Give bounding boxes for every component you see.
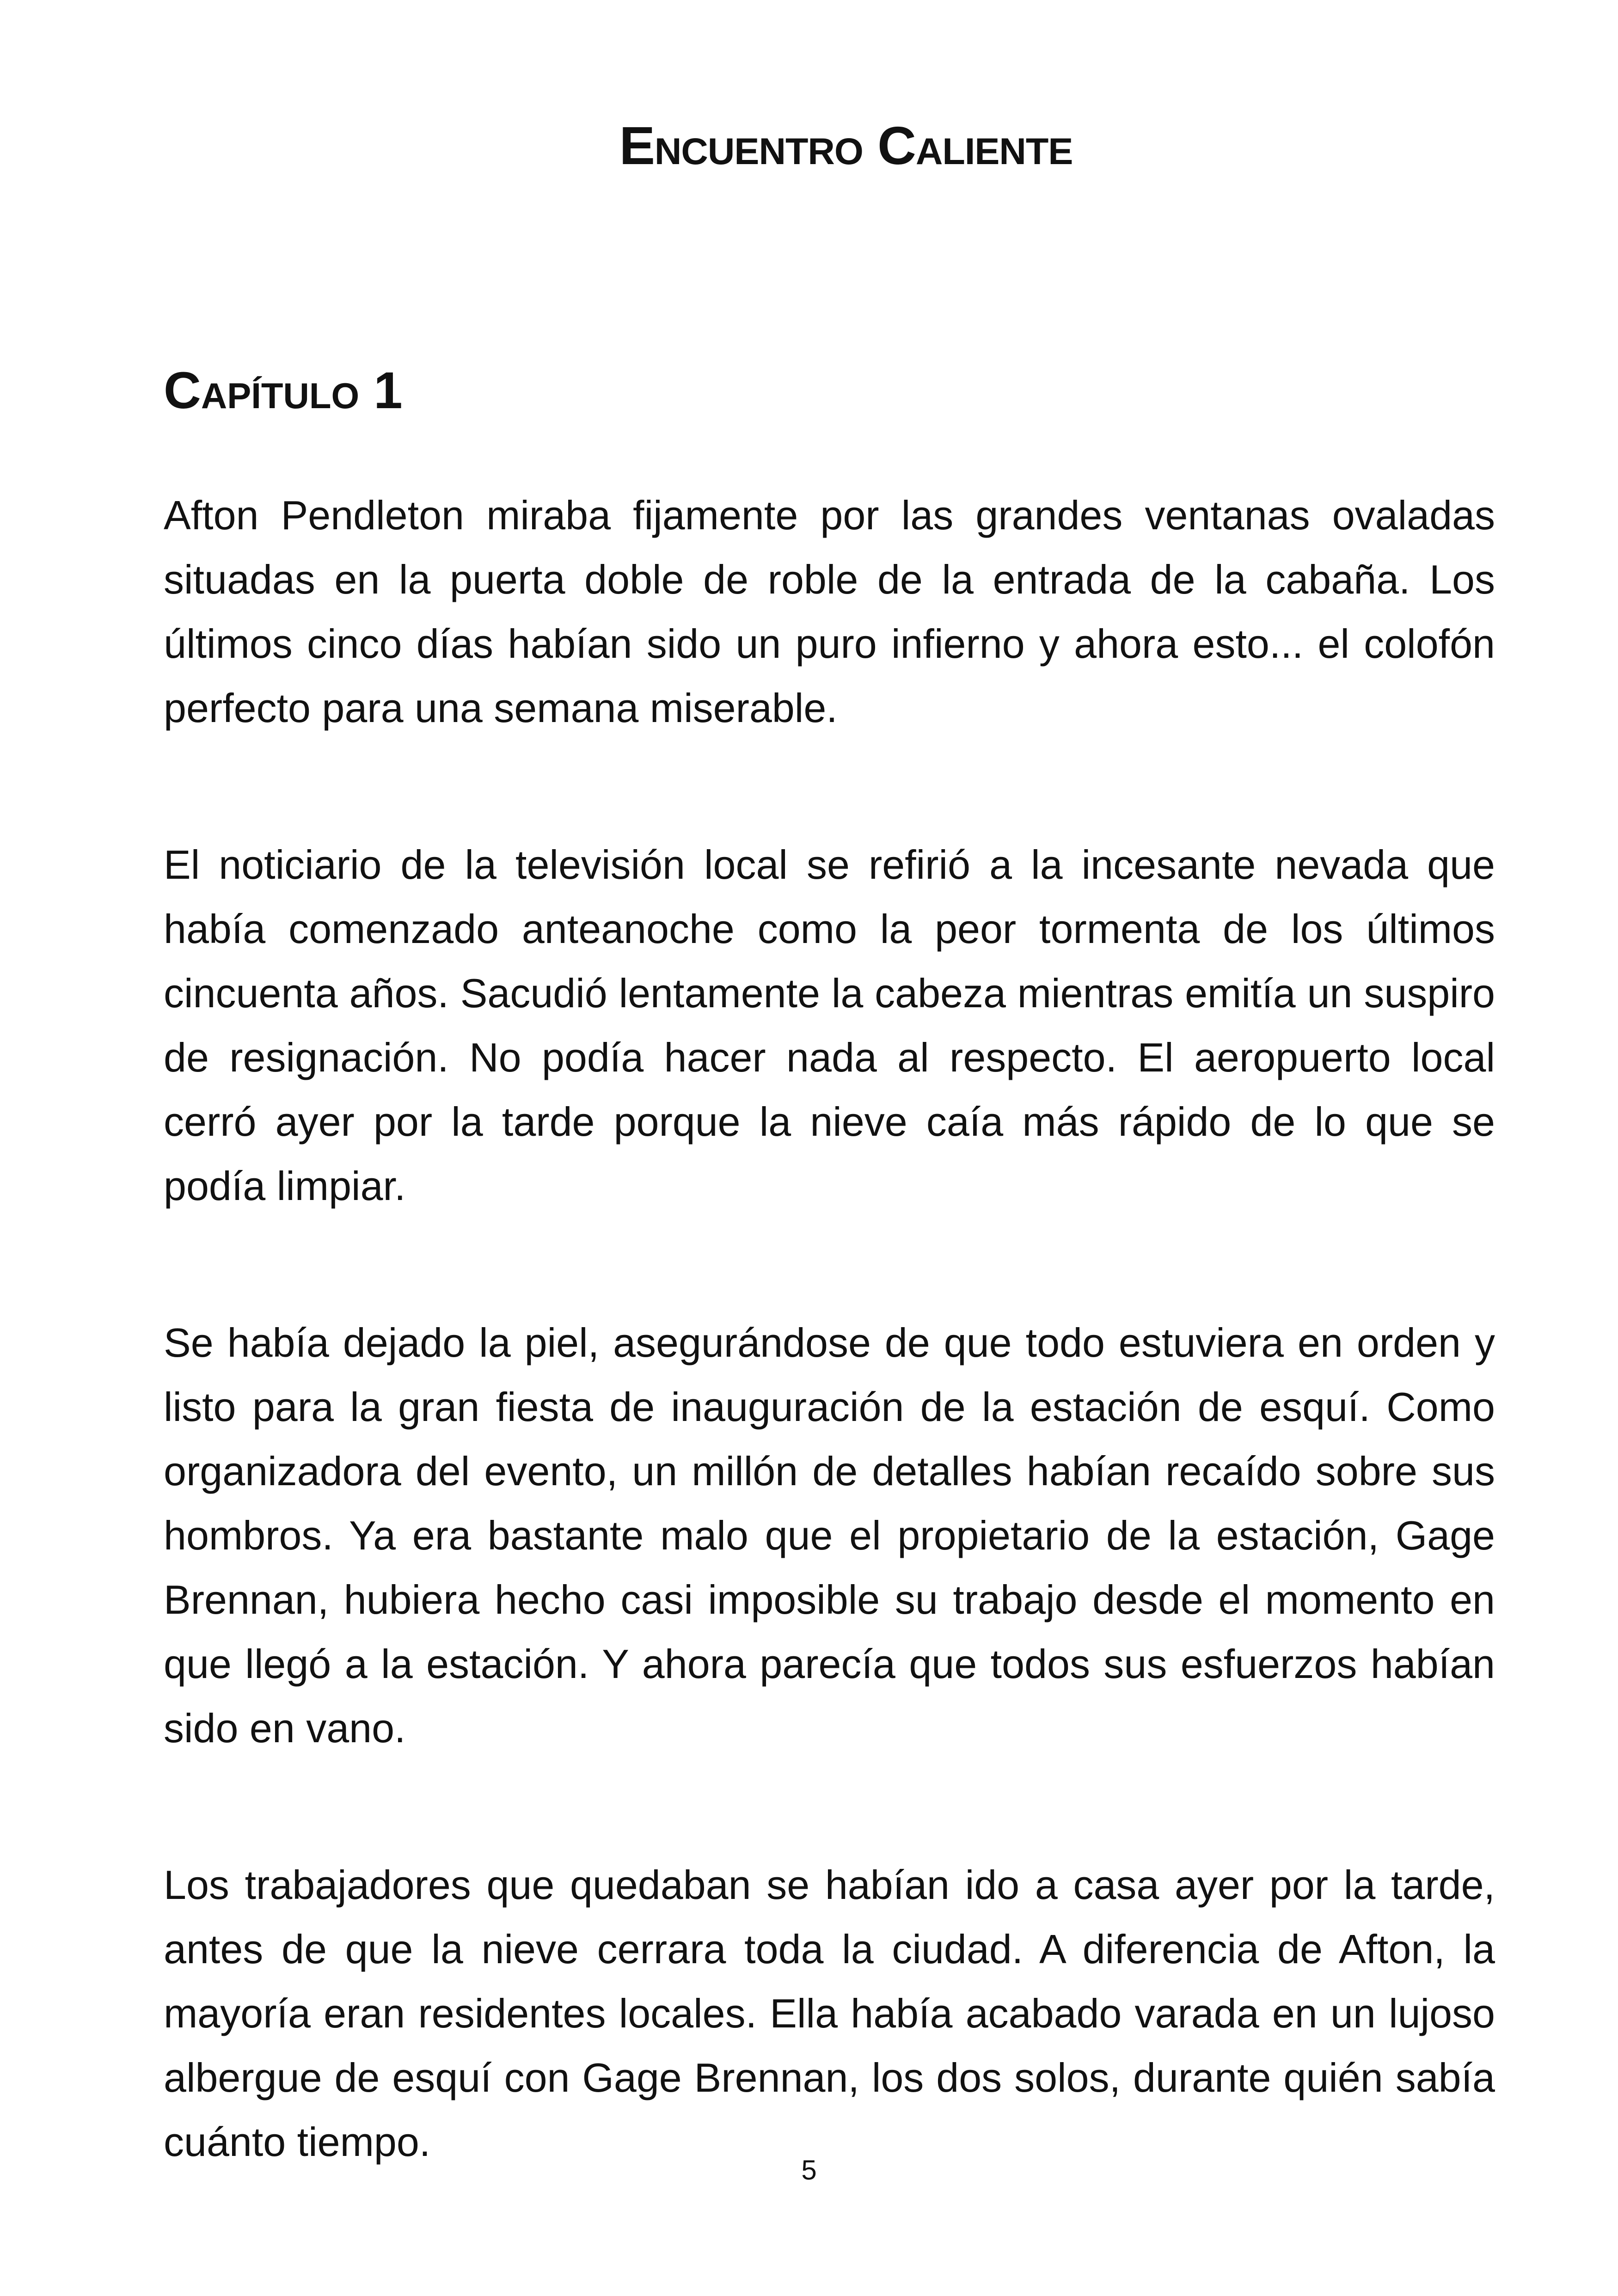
page-number: 5	[801, 2155, 817, 2186]
paragraph: Afton Pendleton miraba fijamente por las grandes ventanas ovaladas situadas en la puerta doble de roble de la entrada de la cabaña. Los últimos cinco días habían sido un puro infierno y ahora esto... el colofón perfecto para una semana miserable.	[164, 492, 1495, 731]
paragraph: Los trabajadores que quedaban se habían ido a casa ayer por la tarde, antes de que la nieve cerrara toda la ciudad. A diferencia de Afton, la mayoría eran residentes locales. Ella había acabado varada en un lujoso albergue de esquí con Gage Brennan, los dos solos, durante quién sabía cuánto tiempo.	[164, 1862, 1495, 2165]
chapter-title: Capítulo 1	[164, 361, 403, 419]
paragraph: El noticiario de la televisión local se refirió a la incesante nevada que había comenzado anteanoche como la peor tormenta de los últimos cincuenta años. Sacudió lentamente la cabeza mientras emitía un suspiro de resignación. No podía hacer nada al respecto. El aeropuerto local cerró ayer por la tarde porque la nieve caía más rápido de lo que se podía limpiar.	[164, 842, 1495, 1209]
chapter-body	[164, 483, 1495, 2266]
paragraph: Se había dejado la piel, asegurándose de que todo estuviera en orden y listo para la gran fiesta de inauguración de la estación de esquí. Como organizadora del evento, un millón de detalles habían recaído sobre sus hombros. Ya era bastante malo que el propietario de la estación, Gage Brennan, hubiera hecho casi imposible su trabajo desde el momento en que llegó a la estación. Y ahora parecía que todos sus esfuerzos habían sido en vano.	[164, 1320, 1495, 1751]
book-title: Encuentro Caliente	[619, 116, 1073, 176]
